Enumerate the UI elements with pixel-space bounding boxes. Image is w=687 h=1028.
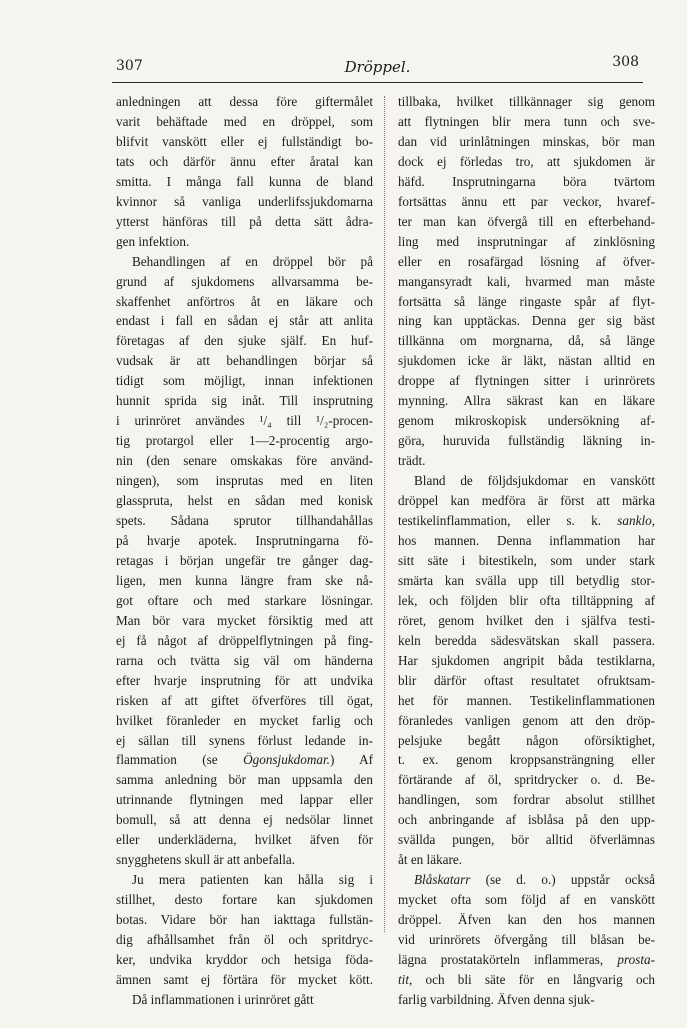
text-line: svällda pungen, bör alltid öfverlämnas: [398, 832, 655, 848]
text-line: tillbaka, hvilket tillkännager sig genom: [398, 94, 655, 109]
text-line: fortsättas ännu ett par veckor, hvaref-: [398, 193, 655, 209]
text-line: ämnen samt ej förtära för mycket kött.: [116, 971, 373, 987]
text-line: snygghetens skull är att anbefalla.: [116, 852, 296, 868]
text-line: genom mikroskopisk undersökning af-: [398, 413, 655, 429]
text-line: Då inflammationen i urinröret gått: [132, 991, 314, 1007]
text-line: ligen, men kunna längre fram ske nå-: [116, 572, 373, 588]
text-line: nin (den senare omskakas före använd-: [116, 453, 373, 469]
text-line: dock ej förledas tro, att sjukdomen är: [398, 153, 655, 169]
text-line: vudsak är att behandlingen börjar så: [116, 353, 373, 369]
text-line: droppe af flytningen sitter i urinrörets: [398, 373, 655, 389]
text-line: och anbringande af isblåsa på den upp-: [398, 812, 655, 828]
text-line: ning kan upptäckas. Denna ger sig bäst: [398, 313, 655, 329]
right-text-column: [398, 92, 655, 1010]
text-line: rarna och tvätta sig väl om händerna: [116, 652, 373, 668]
text-line: dröppel kan medföra är först att märka: [398, 493, 655, 509]
text-line: smitta. I många fall kunna de bland: [116, 173, 373, 189]
text-line: tats och därför ännu efter åratal kan: [116, 153, 373, 169]
text-line: endast i fall en sådan ej står att anlita: [116, 313, 373, 329]
text-line: hvilket föranleder en mycket farlig och: [116, 712, 373, 728]
text-line: varit behäftade med en dröppel, som: [116, 113, 373, 129]
text-line: retagas i början ungefär tre gånger dag-: [116, 552, 373, 568]
text-line: bomull, så att denna ej nedsölar linnet: [116, 812, 373, 828]
page-header: [112, 52, 643, 83]
text-line: mycket ofta som följd af en vanskött: [398, 892, 655, 908]
text-line: lägna prostatakörteln inflammeras, prosta-: [398, 951, 655, 967]
text-line: efter hvarje insprutning för att undvika: [116, 672, 373, 688]
column-divider: [384, 96, 385, 932]
left-text-column: [116, 92, 373, 1010]
text-line: ej få något af dröppelflytningen på fing-: [116, 632, 373, 648]
text-line: t. ex. genom kroppsansträngning eller: [398, 752, 655, 768]
text-line: Behandlingen af en dröppel bör på: [132, 253, 373, 269]
text-line: smärta kan svälla upp till betydlig stor-: [398, 572, 655, 588]
text-line: hos mannen. Denna inflammation har: [398, 532, 655, 548]
text-line: het för mannen. Testikelinflammationen: [398, 692, 655, 708]
text-line: häfd. Insprutningarna böra tvärtom: [398, 173, 655, 189]
text-line: företagas af den sjuke själf. En huf-: [116, 333, 373, 349]
text-line: spets. Sådana sprutor tillhandahållas: [116, 513, 373, 529]
text-line: samma anledning bör man uppsamla den: [116, 772, 373, 788]
text-line: skaffenhet anförtros åt en läkare och: [116, 293, 373, 309]
text-line: röret, genom hvilket den i själfva testi-: [398, 612, 655, 628]
text-line: Blåskatarr (se d. o.) uppstår också: [414, 872, 655, 888]
text-line: sitt säte i bitestikeln, som under stark: [398, 552, 655, 568]
text-line: åt en läkare.: [398, 852, 463, 868]
text-line: lek, och följden blir ofta tilltäppning af: [398, 592, 655, 608]
text-line: i urinröret användes ¹/₄ till ¹/₂-procen-: [116, 413, 373, 429]
text-line: glasspruta, helst en sådan med konisk: [116, 493, 373, 509]
text-line: keln beredda sädesvätskan skall passera.: [398, 632, 655, 648]
text-line: tidigt som möjligt, innan infektionen: [116, 373, 373, 389]
text-line: dig afhållsamhet från öl och spritdryc-: [116, 932, 373, 948]
text-line: ling med insprutningar af zinklösning: [398, 233, 655, 249]
text-line: stillhet, desto fortare kan sjukdomen: [116, 892, 373, 908]
text-line: tillkänna om morgnarna, då, så länge: [398, 333, 655, 349]
text-line: ytterst hänföras till på detta sätt ådra-: [116, 213, 373, 229]
text-line: ej sällan till synens förlust ledande in-: [116, 732, 373, 748]
text-line: mynning. Allra säkrast kan en läkare: [398, 393, 655, 409]
text-line: blifvit vanskött eller ej fullständigt bo-: [116, 133, 373, 149]
text-line: dröppel. Äfven kan den hos mannen: [398, 912, 655, 928]
text-line: flammation (se Ögonsjukdomar.) Af: [116, 752, 373, 768]
text-line: ter man kan öfvergå till en efterbehand-: [398, 213, 655, 229]
text-line: gen infektion.: [116, 233, 190, 249]
text-line: sjukdomen icke är läkt, nästan alltid en: [398, 353, 655, 369]
text-line: föranledes vanligen genom att den dröp-: [398, 712, 655, 728]
right-page-number: 308: [612, 54, 639, 70]
text-line: anledningen att dessa före giftermålet: [116, 94, 373, 109]
text-line: ker, undvika kryddor och hetsiga föda-: [116, 951, 373, 967]
text-line: tit, och bli säte för en långvarig och: [398, 971, 655, 987]
text-line: utrinnande flytningen med lappar eller: [116, 792, 373, 808]
text-line: Man bör vara mycket försiktig med att: [116, 612, 373, 628]
text-line: dan vid urinlåtningen minskas, bör man: [398, 133, 655, 149]
text-line: att flytningen blir mera tunn och sve-: [398, 113, 655, 129]
text-line: fortsätta så länge ringaste spår af flyt-: [398, 293, 655, 309]
text-line: ningen), som insprutas med en liten: [116, 473, 373, 489]
text-line: mangansyradt kali, hvarmed man måste: [398, 273, 655, 289]
text-line: blir därför oftast resultatet ofruktsam-: [398, 672, 655, 688]
text-line: Bland de följdsjukdomar en vanskött: [414, 473, 655, 489]
text-line: tig protargol eller 1—2-procentig argo-: [116, 433, 373, 449]
text-line: kvinnor så vanliga underlifssjukdomarna: [116, 193, 373, 209]
text-line: trädt.: [398, 453, 426, 469]
text-line: vid urinrörets öfvergång till blåsan be-: [398, 932, 655, 948]
text-line: Ju mera patienten kan hålla sig i: [132, 872, 373, 888]
text-line: Har sjukdomen angripit båda testiklarna,: [398, 652, 655, 668]
text-line: botas. Vidare bör han iakttaga fullstän-: [116, 912, 373, 928]
text-line: eller en rosafärgad lösning af öfver-: [398, 253, 655, 269]
text-line: på hvarje apotek. Insprutningarna fö-: [116, 532, 373, 548]
text-line: hunnit sprida sig inåt. Till insprutning: [116, 393, 373, 409]
text-line: farlig varbildning. Äfven denna sjuk-: [398, 991, 595, 1007]
text-line: testikelinflammation, eller s. k. sanklo,: [398, 513, 655, 529]
text-line: eller underkläderna, hvilket äfven för: [116, 832, 373, 848]
running-title: Dröppel.: [344, 58, 411, 76]
text-line: got oftare och med starkare lösningar.: [116, 592, 373, 608]
left-page-number: 307: [116, 58, 143, 74]
text-line: förtärande af öl, spritdrycker o. d. Be-: [398, 772, 655, 788]
text-line: pelsjuke begått någon oförsiktighet,: [398, 732, 655, 748]
text-line: risken af att giftet öfverföres till ögat,: [116, 692, 373, 708]
text-line: grund af sjukdomens allvarsamma be-: [116, 273, 373, 289]
text-line: göra, huruvida fullständig läkning in-: [398, 433, 655, 449]
text-line: handlingen, som fordrar absolut stillhet: [398, 792, 655, 808]
